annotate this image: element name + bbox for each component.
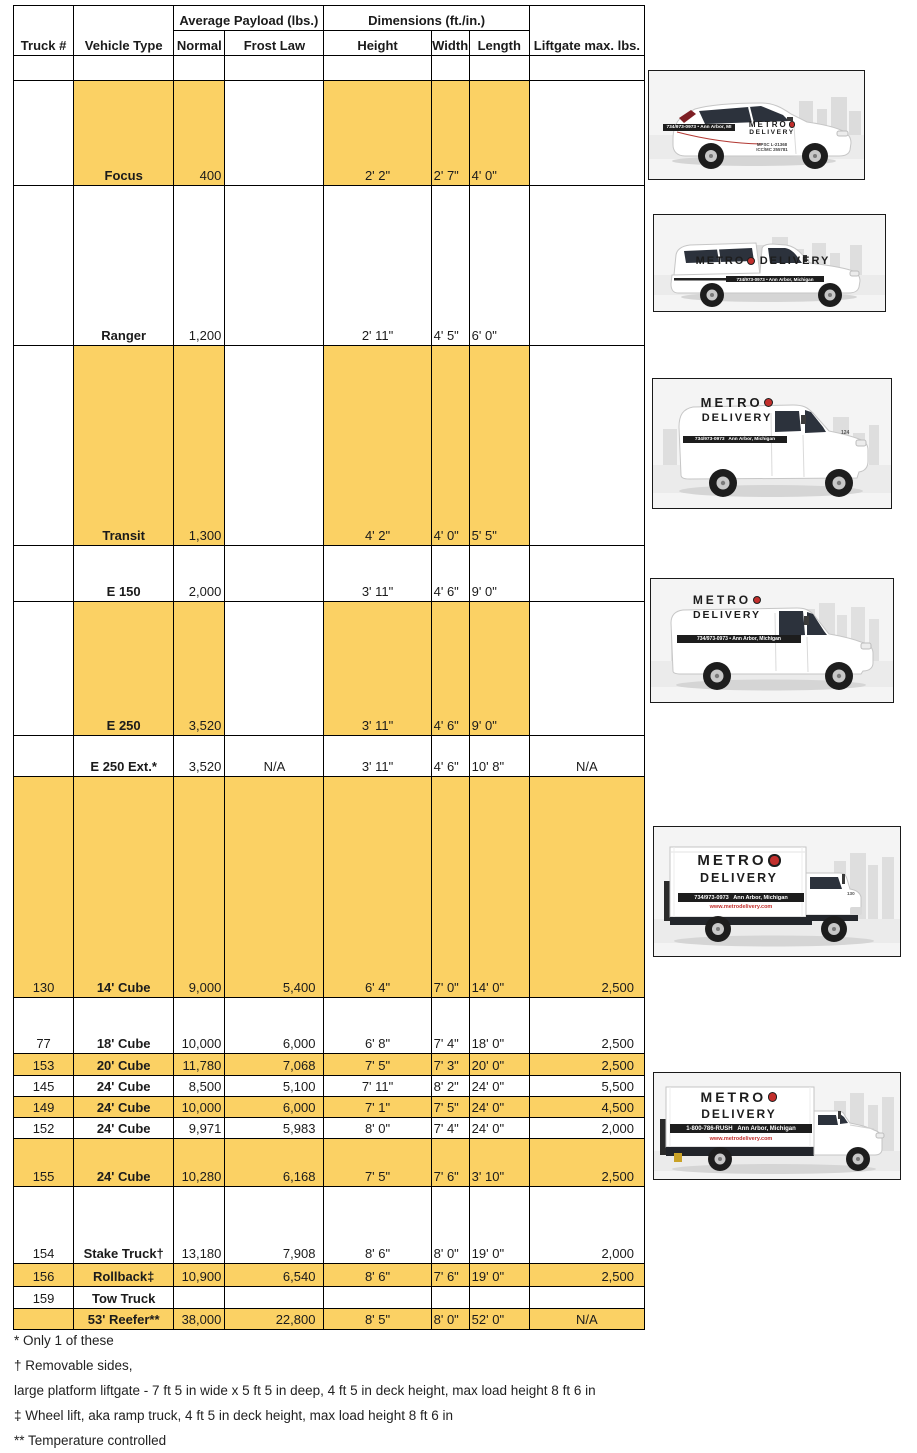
table-row-e150 bbox=[14, 546, 645, 602]
table-cell bbox=[174, 1287, 225, 1309]
metro-delivery-logo bbox=[743, 120, 801, 136]
footnote: ** Temperature controlled bbox=[14, 1433, 167, 1448]
photo-ford-ranger bbox=[653, 214, 886, 312]
table-cell bbox=[431, 56, 469, 81]
table-cell: 9' 0" bbox=[469, 546, 529, 602]
table-cell bbox=[529, 602, 644, 736]
table-cell: 145 bbox=[14, 1076, 74, 1097]
table-cell: 3' 11" bbox=[324, 546, 431, 602]
table-cell: 5,400 bbox=[225, 777, 324, 998]
table-cell: 3,520 bbox=[174, 602, 225, 736]
table-cell: 8' 0" bbox=[431, 1187, 469, 1264]
table-row-24-cube-155 bbox=[14, 1139, 645, 1187]
table-cell: 13,180 bbox=[174, 1187, 225, 1264]
table-cell: 4' 6" bbox=[431, 736, 469, 777]
table-cell: 6,000 bbox=[225, 1097, 324, 1118]
table-cell: 5' 5" bbox=[469, 346, 529, 546]
logo-word-delivery: DELIVERY bbox=[699, 871, 779, 885]
table-row-focus bbox=[14, 81, 645, 186]
table-cell: 130 bbox=[14, 777, 74, 998]
table-cell: 20' 0" bbox=[469, 1054, 529, 1076]
table-cell: Tow Truck bbox=[74, 1287, 174, 1309]
table-row-24-cube-145 bbox=[14, 1076, 645, 1097]
table-cell: 8' 0" bbox=[431, 1309, 469, 1330]
table-cell: 4' 6" bbox=[431, 602, 469, 736]
table-cell: 2,000 bbox=[529, 1118, 644, 1139]
table-cell: 6' 8" bbox=[324, 998, 431, 1054]
table-cell: 2,500 bbox=[529, 1264, 644, 1287]
metro-delivery-logo bbox=[680, 1089, 798, 1121]
table-cell: 8,500 bbox=[174, 1076, 225, 1097]
logo-word-metro: METRO bbox=[692, 593, 752, 607]
table-cell: 400 bbox=[174, 81, 225, 186]
table-cell: 38,000 bbox=[174, 1309, 225, 1330]
table-cell: 6,168 bbox=[225, 1139, 324, 1187]
table-cell: 24' Cube bbox=[74, 1076, 174, 1097]
table-cell: 10,900 bbox=[174, 1264, 225, 1287]
table-cell bbox=[14, 602, 74, 736]
table-cell bbox=[529, 81, 644, 186]
table-cell bbox=[14, 81, 74, 186]
table-cell bbox=[74, 56, 174, 81]
table-cell: 3' 11" bbox=[324, 736, 431, 777]
footnotes bbox=[14, 1328, 596, 1453]
table-cell bbox=[529, 546, 644, 602]
photo-24-cube-truck bbox=[653, 1072, 901, 1180]
unit-number: 124 bbox=[841, 430, 850, 436]
table-cell: 2,000 bbox=[529, 1187, 644, 1264]
table-cell bbox=[529, 1287, 644, 1309]
table-row-53-reefer bbox=[14, 1309, 645, 1330]
table-cell bbox=[14, 1309, 74, 1330]
table-cell bbox=[225, 546, 324, 602]
vehicle-side-stripe: 734/973-0973 • Ann Arbor, Michigan bbox=[677, 635, 801, 643]
logo-word-delivery: DELIVERY bbox=[759, 255, 831, 267]
table-cell: 52' 0" bbox=[469, 1309, 529, 1330]
table-cell: 24' Cube bbox=[74, 1097, 174, 1118]
table-cell: 2' 11" bbox=[324, 186, 431, 346]
table-cell: 149 bbox=[14, 1097, 74, 1118]
table-cell: 14' 0" bbox=[469, 777, 529, 998]
table-cell: 7' 4" bbox=[431, 998, 469, 1054]
logo-target-icon bbox=[747, 257, 755, 265]
table-cell: 4' 2" bbox=[324, 346, 431, 546]
metro-delivery-logo bbox=[684, 852, 794, 885]
table-cell: 7' 3" bbox=[431, 1054, 469, 1076]
table-cell bbox=[174, 56, 225, 81]
table-row-rollback bbox=[14, 1264, 645, 1287]
logo-target-icon bbox=[789, 121, 795, 127]
table-cell: 7' 5" bbox=[324, 1139, 431, 1187]
table-cell: 2,500 bbox=[529, 1054, 644, 1076]
logo-word-metro: METRO bbox=[695, 255, 746, 267]
table-cell: 10,000 bbox=[174, 1097, 225, 1118]
table-row-e250-ext bbox=[14, 736, 645, 777]
table-cell: 18' Cube bbox=[74, 998, 174, 1054]
table-cell: Ranger bbox=[74, 186, 174, 346]
table-cell: 159 bbox=[14, 1287, 74, 1309]
table-cell: E 250 Ext.* bbox=[74, 736, 174, 777]
table-cell: 18' 0" bbox=[469, 998, 529, 1054]
table-cell bbox=[529, 346, 644, 546]
logo-word-metro: METRO bbox=[697, 852, 767, 869]
table-cell: 6,540 bbox=[225, 1264, 324, 1287]
logo-word-metro: METRO bbox=[748, 120, 788, 129]
table-cell bbox=[14, 346, 74, 546]
mpsc-number: MPSC L-21368 bbox=[756, 142, 788, 147]
table-cell: 8' 5" bbox=[324, 1309, 431, 1330]
table-cell: 24' Cube bbox=[74, 1118, 174, 1139]
table-cell: 24' 0" bbox=[469, 1097, 529, 1118]
table-cell bbox=[225, 186, 324, 346]
table-cell: 7' 5" bbox=[324, 1054, 431, 1076]
table-cell bbox=[225, 1287, 324, 1309]
vehicle-license-text bbox=[747, 142, 797, 153]
logo-word-delivery: DELIVERY bbox=[701, 1107, 777, 1121]
table-cell: 6,000 bbox=[225, 998, 324, 1054]
table-cell: 2,500 bbox=[529, 1139, 644, 1187]
table-cell bbox=[529, 186, 644, 346]
box-side-stripe: 734/973-0973 Ann Arbor, Michigan bbox=[678, 893, 804, 902]
logo-word-delivery: DELIVERY bbox=[749, 129, 795, 136]
table-cell: 7,908 bbox=[225, 1187, 324, 1264]
table-cell bbox=[324, 1287, 431, 1309]
col-header-liftgate-max: Liftgate max. lbs. bbox=[529, 6, 644, 56]
table-cell: 8' 2" bbox=[431, 1076, 469, 1097]
table-cell: 7' 1" bbox=[324, 1097, 431, 1118]
table-cell: 2' 2" bbox=[324, 81, 431, 186]
website-url: www.metrodelivery.com bbox=[709, 904, 773, 910]
col-header-frost-law: Frost Law bbox=[225, 31, 324, 56]
table-cell: 152 bbox=[14, 1118, 74, 1139]
table-cell: 1,200 bbox=[174, 186, 225, 346]
logo-target-icon bbox=[764, 398, 773, 407]
table-cell: 19' 0" bbox=[469, 1264, 529, 1287]
table-cell: 22,800 bbox=[225, 1309, 324, 1330]
box-side-stripe: 1-800-786-RUSH Ann Arbor, Michigan bbox=[670, 1124, 812, 1133]
unit-number: 130 bbox=[847, 891, 855, 896]
table-cell: 5,500 bbox=[529, 1076, 644, 1097]
table-row-24-cube-152 bbox=[14, 1118, 645, 1139]
table-cell bbox=[225, 56, 324, 81]
table-cell: 19' 0" bbox=[469, 1187, 529, 1264]
table-cell: 7' 6" bbox=[431, 1264, 469, 1287]
table-cell: 53' Reefer** bbox=[74, 1309, 174, 1330]
logo-target-icon bbox=[768, 1092, 778, 1102]
vehicle-door-stripe: 734/973-0973 • Ann Arbor, MI bbox=[663, 124, 735, 131]
table-cell: 2,500 bbox=[529, 777, 644, 998]
table-cell: Transit bbox=[74, 346, 174, 546]
table-cell bbox=[225, 602, 324, 736]
col-header-length: Length bbox=[469, 31, 529, 56]
table-row-20-cube bbox=[14, 1054, 645, 1076]
table-cell: 4' 0" bbox=[469, 81, 529, 186]
table-cell bbox=[324, 56, 431, 81]
photo-14-cube-truck bbox=[653, 826, 901, 957]
table-cell: 2,500 bbox=[529, 998, 644, 1054]
table-cell: 7' 6" bbox=[431, 1139, 469, 1187]
website-url: www.metrodelivery.com bbox=[709, 1135, 773, 1142]
photo-ford-focus bbox=[648, 70, 865, 180]
table-cell: N/A bbox=[529, 736, 644, 777]
col-header-truck-number: Truck # bbox=[14, 6, 74, 56]
table-cell: 2' 7" bbox=[431, 81, 469, 186]
table-row-stake-truck bbox=[14, 1187, 645, 1264]
metro-delivery-logo bbox=[671, 593, 783, 621]
table-cell: 6' 0" bbox=[469, 186, 529, 346]
table-cell: 1,300 bbox=[174, 346, 225, 546]
table-cell bbox=[469, 1287, 529, 1309]
table-cell: 3' 10" bbox=[469, 1139, 529, 1187]
footnote: ‡ Wheel lift, aka ramp truck, 4 ft 5 in deck height, max load height 8 ft 6 in bbox=[14, 1408, 453, 1423]
table-cell bbox=[225, 346, 324, 546]
table-cell: 8' 6" bbox=[324, 1187, 431, 1264]
footnote: large platform liftgate - 7 ft 5 in wide x 5 ft 5 in deep, 4 ft 5 in deck height, max load height 8 ft 6 in bbox=[14, 1383, 596, 1398]
col-header-normal: Normal bbox=[174, 31, 225, 56]
table-row-14-cube bbox=[14, 777, 645, 998]
vehicle-side-stripe: 734/973-0973 Ann Arbor, Michigan bbox=[683, 436, 787, 443]
col-header-vehicle-type: Vehicle Type bbox=[74, 6, 174, 56]
table-cell: 4' 0" bbox=[431, 346, 469, 546]
table-cell: 7' 5" bbox=[431, 1097, 469, 1118]
table-cell: 8' 0" bbox=[324, 1118, 431, 1139]
col-group-dimensions: Dimensions (ft./in.) bbox=[324, 6, 529, 31]
table-cell: 154 bbox=[14, 1187, 74, 1264]
table-cell bbox=[469, 56, 529, 81]
logo-word-metro: METRO bbox=[700, 395, 763, 410]
cube14-illustration bbox=[654, 827, 900, 956]
table-cell: N/A bbox=[225, 736, 324, 777]
table-cell: 3' 11" bbox=[324, 602, 431, 736]
table-cell: 4,500 bbox=[529, 1097, 644, 1118]
table-cell: 4' 5" bbox=[431, 186, 469, 346]
table-cell: 156 bbox=[14, 1264, 74, 1287]
table-cell bbox=[14, 546, 74, 602]
logo-target-icon bbox=[768, 854, 780, 866]
table-cell: Stake Truck† bbox=[74, 1187, 174, 1264]
table-cell: 24' 0" bbox=[469, 1118, 529, 1139]
table-row-24-cube-149 bbox=[14, 1097, 645, 1118]
logo-word-metro: METRO bbox=[700, 1089, 767, 1105]
table-cell: 155 bbox=[14, 1139, 74, 1187]
vehicle-door-stripe: 734/973-0973 • Ann Arbor, Michigan bbox=[726, 276, 824, 282]
table-cell bbox=[14, 736, 74, 777]
table-cell: 10,000 bbox=[174, 998, 225, 1054]
table-cell: 7' 11" bbox=[324, 1076, 431, 1097]
metro-delivery-logo bbox=[688, 255, 838, 267]
table-cell: 7' 0" bbox=[431, 777, 469, 998]
table-cell bbox=[225, 81, 324, 186]
table-cell: 11,780 bbox=[174, 1054, 225, 1076]
table-cell: 24' 0" bbox=[469, 1076, 529, 1097]
logo-word-delivery: DELIVERY bbox=[701, 412, 773, 424]
table-cell: Focus bbox=[74, 81, 174, 186]
photo-e-series-van bbox=[650, 578, 894, 703]
table-cell: 7,068 bbox=[225, 1054, 324, 1076]
table-row-18-cube bbox=[14, 998, 645, 1054]
table-cell: 10,280 bbox=[174, 1139, 225, 1187]
table-cell bbox=[14, 56, 74, 81]
table-cell: 9,000 bbox=[174, 777, 225, 998]
table-cell: 9,971 bbox=[174, 1118, 225, 1139]
table-cell: 20' Cube bbox=[74, 1054, 174, 1076]
table-row-transit bbox=[14, 346, 645, 546]
icc-number: ICC/MC 255781 bbox=[756, 147, 788, 153]
table-cell: 10' 8" bbox=[469, 736, 529, 777]
footnote: * Only 1 of these bbox=[14, 1333, 114, 1348]
logo-target-icon bbox=[753, 596, 762, 605]
table-cell: 4' 6" bbox=[431, 546, 469, 602]
table-row-tow-truck bbox=[14, 1287, 645, 1309]
col-header-width: Width bbox=[431, 31, 469, 56]
photo-transit-connect bbox=[652, 378, 892, 509]
table-cell: Rollback‡ bbox=[74, 1264, 174, 1287]
table-cell: 2,000 bbox=[174, 546, 225, 602]
table-cell bbox=[14, 186, 74, 346]
table-cell bbox=[529, 56, 644, 81]
metro-delivery-logo bbox=[681, 395, 793, 424]
table-cell: 5,100 bbox=[225, 1076, 324, 1097]
table-cell: E 150 bbox=[74, 546, 174, 602]
table-cell: 77 bbox=[14, 998, 74, 1054]
col-group-average-payload: Average Payload (lbs.) bbox=[174, 6, 324, 31]
fleet-table bbox=[13, 5, 645, 1330]
footnote: † Removable sides, bbox=[14, 1358, 133, 1373]
table-cell: 6' 4" bbox=[324, 777, 431, 998]
table-cell: 5,983 bbox=[225, 1118, 324, 1139]
table-row-e250 bbox=[14, 602, 645, 736]
table-cell: N/A bbox=[529, 1309, 644, 1330]
table-cell: 14' Cube bbox=[74, 777, 174, 998]
table-cell: 8' 6" bbox=[324, 1264, 431, 1287]
table-cell: E 250 bbox=[74, 602, 174, 736]
table-cell: 9' 0" bbox=[469, 602, 529, 736]
table-cell: 3,520 bbox=[174, 736, 225, 777]
table-cell bbox=[431, 1287, 469, 1309]
table-cell: 7' 4" bbox=[431, 1118, 469, 1139]
table-row-ranger bbox=[14, 186, 645, 346]
table-cell: 24' Cube bbox=[74, 1139, 174, 1187]
col-header-height: Height bbox=[324, 31, 431, 56]
table-row-spacer bbox=[14, 56, 645, 81]
table-cell: 153 bbox=[14, 1054, 74, 1076]
logo-word-delivery: DELIVERY bbox=[692, 609, 762, 621]
